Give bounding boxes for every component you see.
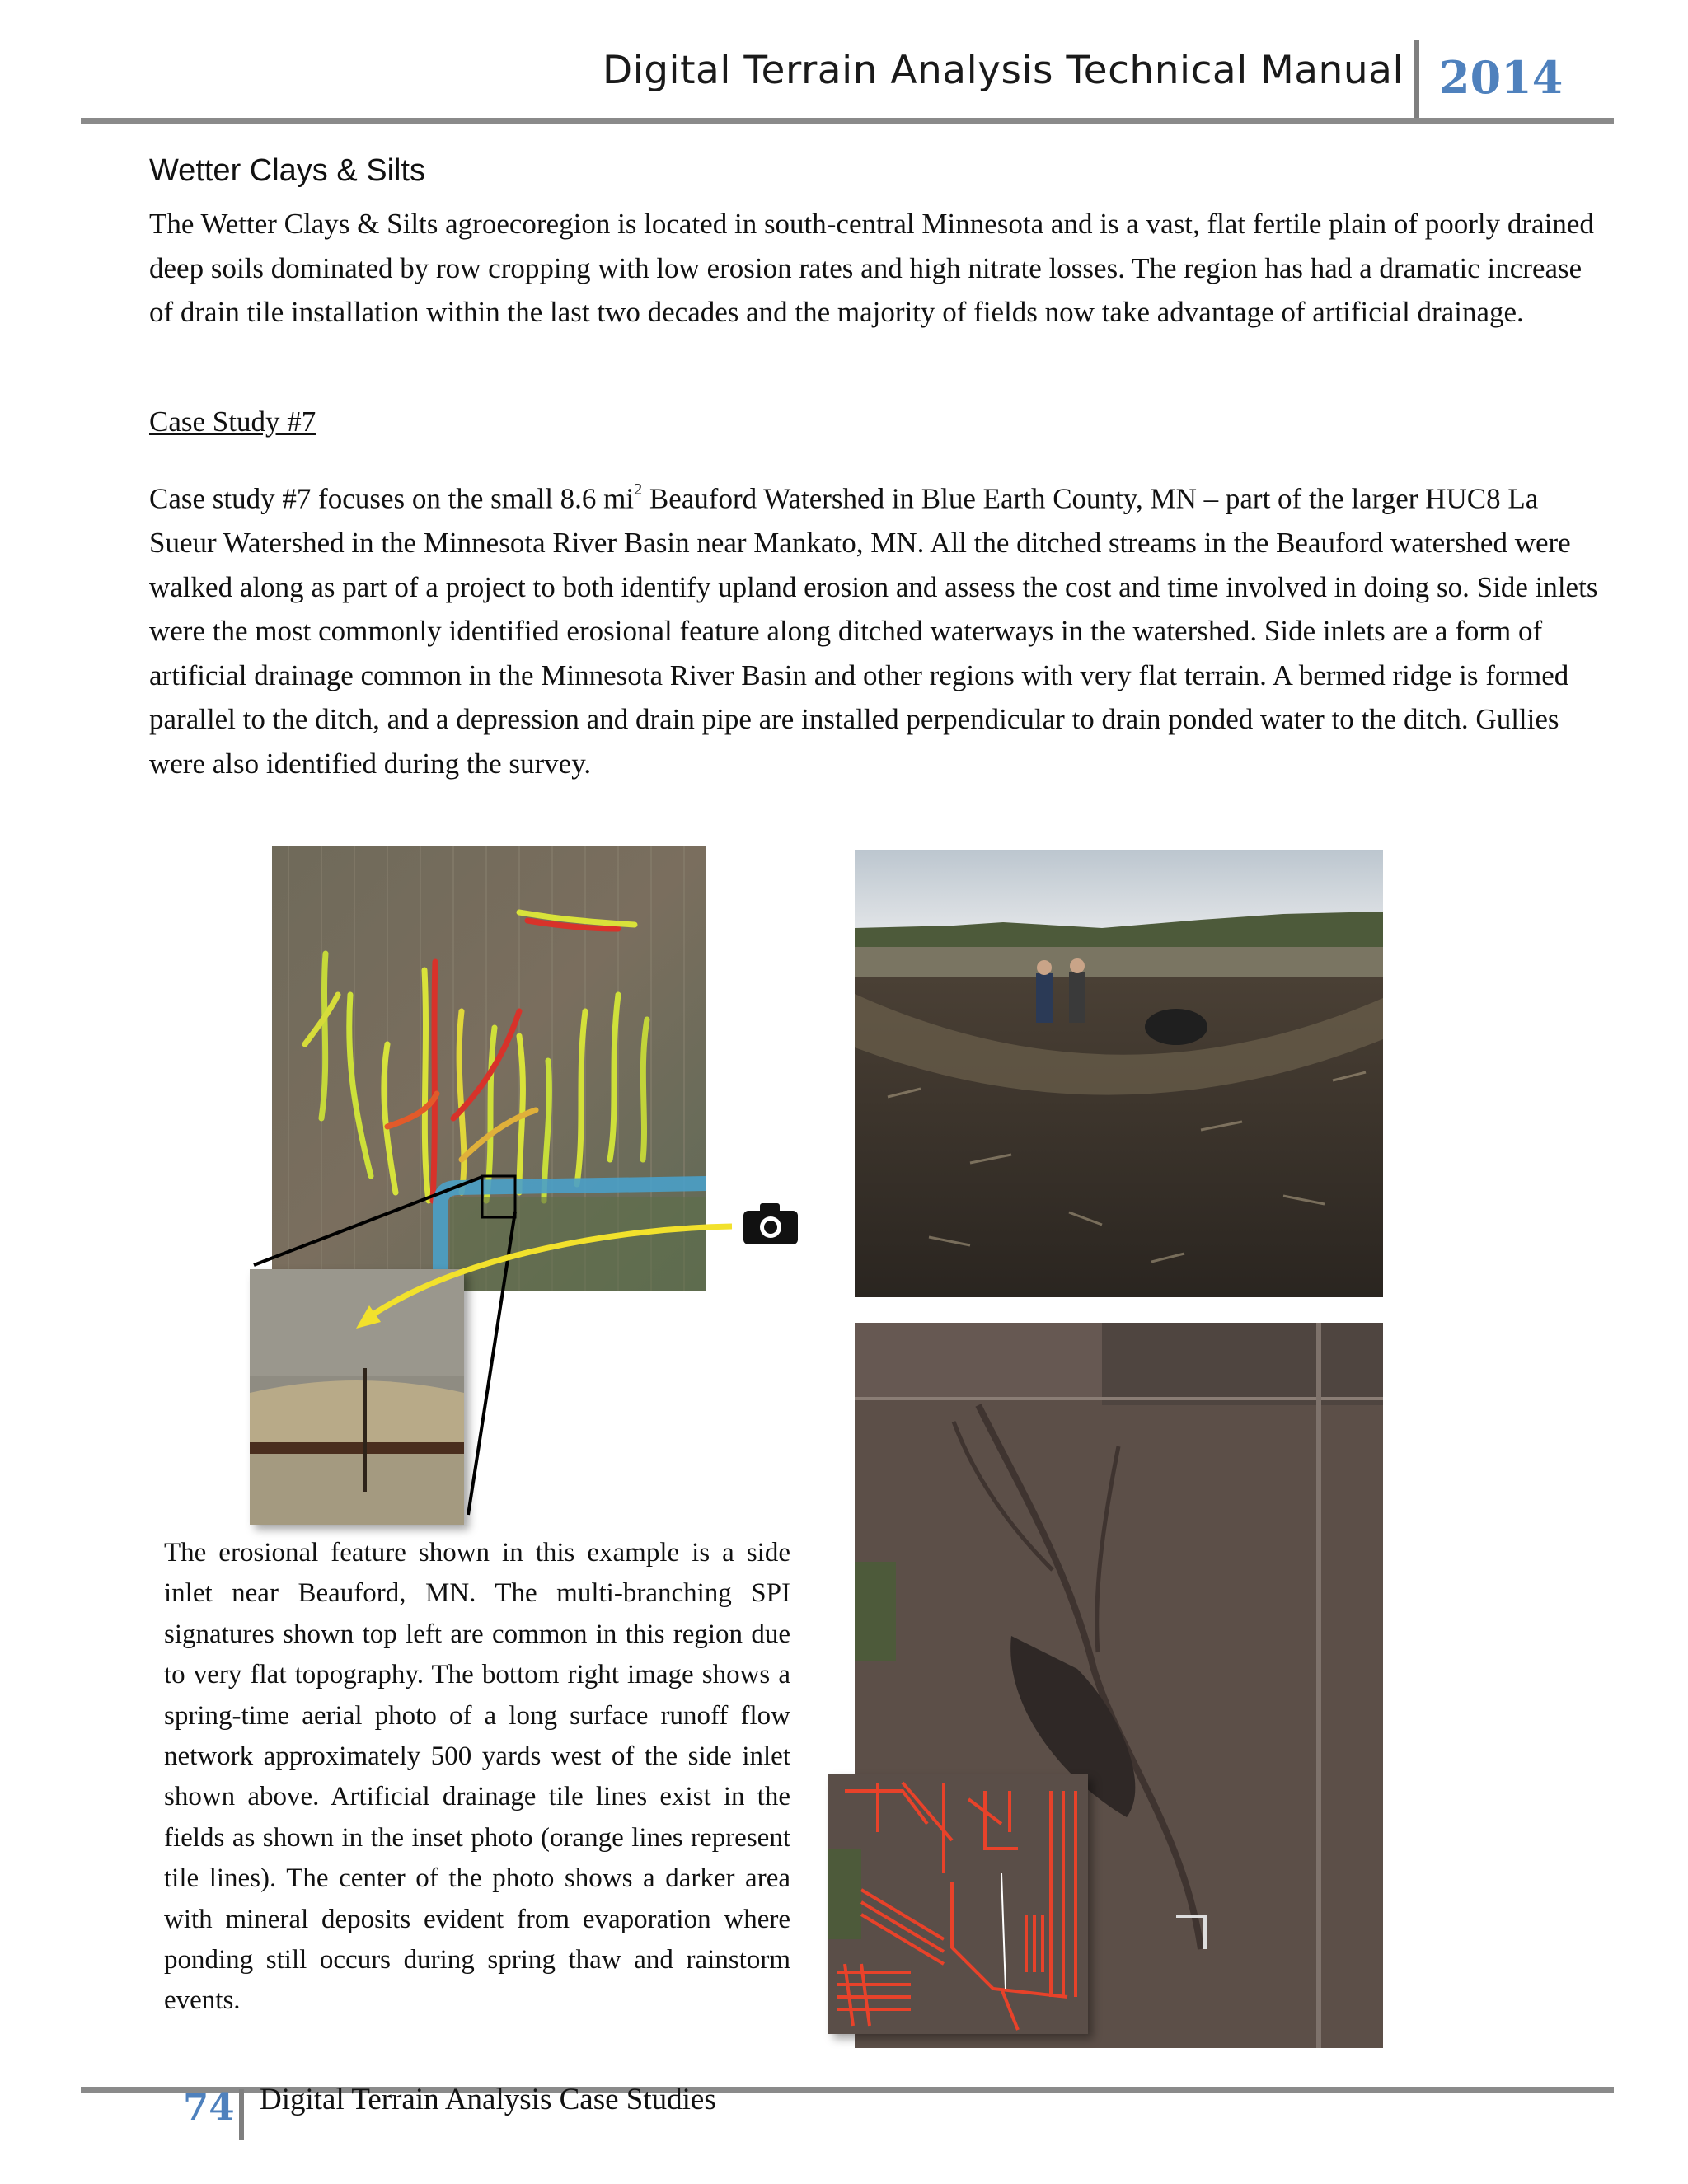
tile-lines-inset-image (828, 1774, 1088, 2034)
footer-divider (239, 2089, 244, 2140)
case-study-paragraph: Case study #7 focuses on the small 8.6 $mi^2$ Beauford Watershed in Blue Earth County, MN – part of the larger HUC8 La Sueur Watershed in the Minnesota River Basin near Mankato, MN. All the ditched streams in the Beauford watershed were walked along as part of a project to both identify upland erosion and assess the cost and time involved in doing so. Side inlets were the most commonly identified erosional feature along ditched waterways in the watershed. Side inlets are a form of artificial drainage common in the Minnesota River Basin and other regions with very flat terrain. A bermed ridge is formed parallel to the ditch, and a depression and drain pipe are installed perpendicular to drain ponded water to the ditch. Gullies were also identified during the survey. (149, 480, 1598, 780)
field-photo (855, 850, 1383, 1297)
figure-caption: The erosional feature shown in this example is a side inlet near Beauford, MN. The multi-branching SPI signatures shown top left are common in this region due to very flat topography. The bottom right image shows a spring-time aerial photo of a long surface runoff flow network approximately 500 yards west of the side inlet shown above. Artificial drainage tile lines exist in the fields as shown in the inset photo (orange lines represent tile lines). The center of the photo shows a darker area with mineral deposits evident from evaporation where ponding still occurs during spring thaw and rainstorm events. (164, 1538, 790, 2016)
intro-paragraph: The Wetter Clays & Silts agroecoregion is located in south-central Minnesota and is a vast, flat fertile plain of poorly drained deep soils dominated by row cropping with low erosion rates and high nitrate losses. The region has had a dramatic increase of drain tile installation within the last two decades and the majority of fields now take advantage of artificial drainage. (149, 208, 1594, 328)
footer-text: Digital Terrain Analysis Case Studies (260, 2083, 716, 2116)
superscript: 2 (634, 480, 643, 499)
header-year: 2014 (1439, 51, 1564, 104)
case-study-heading: Case Study #7 (149, 405, 316, 438)
header-title: Digital Terrain Analysis Technical Manual (602, 48, 1404, 93)
section-heading: Wetter Clays & Silts (149, 153, 426, 188)
page-number: 74 (183, 2085, 235, 2129)
camera-icon (742, 1201, 799, 1246)
